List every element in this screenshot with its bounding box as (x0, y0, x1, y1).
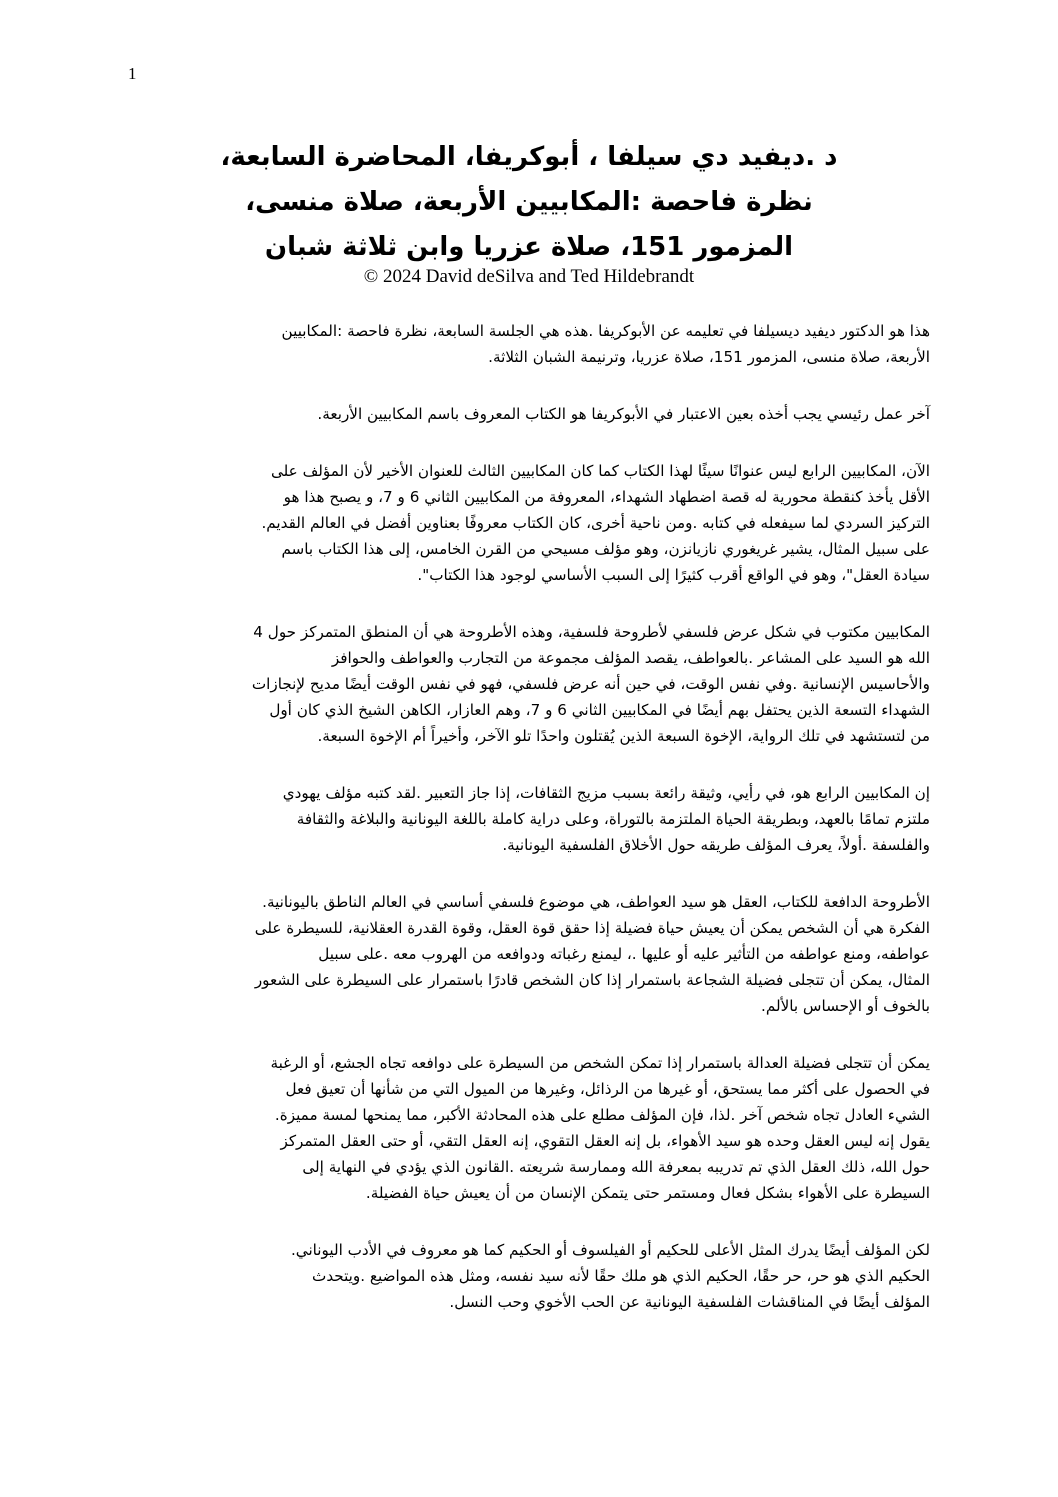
text-line: الفكرة هي أن الشخص يمكن أن يعيش حياة فضيلة إذا حقق قوة العقل، وقوة القدرة العقلانية، للسيطرة على (254, 919, 930, 937)
text-line: الشهداء التسعة الذين يحتفل بهم أيضًا في المكابيين الثاني 6 و 7، وهم العازار، الكاهن الشيخ الذي كان أول (269, 701, 930, 719)
text-line: آخر عمل رئيسي يجب أخذه بعين الاعتبار في الأبوكريفا هو الكتاب المعروف باسم المكابيين الأربعة. (317, 405, 930, 423)
text-line: لكن المؤلف أيضًا يدرك المثل الأعلى للحكيم أو الفيلسوف أو الحكيم كما هو معروف في الأدب اليوناني. (290, 1241, 930, 1259)
text-line: الأطروحة الدافعة للكتاب، العقل هو سيد العواطف، هي موضوع فلسفي أساسي في العالم الناطق باليونانية. (262, 893, 930, 911)
text-line: والفلسفة .أولاً، يعرف المؤلف طريقه حول الأخلاق الفلسفية اليونانية. (502, 836, 930, 854)
paragraph-2 (150, 401, 930, 427)
text-line: المؤلف أيضًا في المناقشات الفلسفية اليونانية عن الحب الأخوي وحب النسل. (449, 1293, 930, 1311)
title-line-2: نظرة فاحصة :المكابيين الأربعة، صلاة منسى، (245, 187, 813, 217)
text-line: المكابيين مكتوب في شكل عرض فلسفي لأطروحة فلسفية، وهذه الأطروحة هي أن المنطق المتمركز حول 4 (253, 623, 930, 641)
text-line: سيادة العقل"، وهو في الواقع أقرب كثيرًا إلى السبب الأساسي لوجود هذا الكتاب". (417, 566, 930, 584)
text-line: المثال، يمكن أن تتجلى فضيلة الشجاعة باستمرار إذا كان الشخص قادرًا باستمرار على السيطرة على الشعور (254, 971, 930, 989)
document-body (150, 318, 930, 1346)
paragraph-7 (150, 1050, 930, 1206)
paragraph-6 (150, 889, 930, 1019)
text-line: إن المكابيين الرابع هو، في رأيي، وثيقة رائعة بسبب مزيج الثقافات، إذا جاز التعبير .لقد كتبه مؤلف يهودي (282, 784, 930, 802)
text-line: والأحاسيس الإنسانية .وفي نفس الوقت، في حين أنه عرض فلسفي، فهو في نفس الوقت أيضًا مديح لإنجازات (251, 675, 930, 693)
text-line: الشيء العادل تجاه شخص آخر .لذا، فإن المؤلف مطلع على هذه المحادثة الأكبر، مما يمنحها لمسة مميزة. (274, 1106, 930, 1124)
text-line: عواطفه، ومنع عواطفه من التأثير عليه أو عليها .، ليمنع رغباته ودوافعه من الهروب معه .على سبيل (318, 945, 930, 963)
page-number: 1 (128, 64, 137, 83)
text-line: الأربعة، صلاة منسى، المزمور 151، صلاة عزريا، وترنيمة الشبان الثلاثة. (488, 348, 930, 366)
text-line: التركيز السردي لما سيفعله في كتابه .ومن ناحية أخرى، كان الكتاب معروفًا بعناوين أفضل في العالم القديم. (261, 514, 930, 532)
text-line: على سبيل المثال، يشير غريغوري نازيانزن، وهو مؤلف مسيحي من القرن الخامس، إلى هذا الكتاب باسم (281, 540, 930, 558)
text-line: الحكيم الذي هو حر، حر حقًا، الحكيم الذي هو ملك حقًا لأنه سيد نفسه، ومثل هذه المواضيع .ويتحدث (312, 1267, 930, 1285)
text-line: الأقل يأخذ كنقطة محورية له قصة اضطهاد الشهداء، المعروفة من المكابيين الثاني 6 و 7، و يصبح هذا هو (283, 488, 930, 506)
text-line: ملتزم تمامًا بالعهد، وبطريقة الحياة الملتزمة بالتوراة، وعلى دراية كاملة باللغة اليونانية والبلاغة والثقافة (296, 810, 930, 828)
paragraph-4 (150, 619, 930, 749)
text-line: حول الله، ذلك العقل الذي تم تدريبه بمعرفة الله وممارسة شريعته .القانون الذي يؤدي في النهاية إلى (302, 1158, 930, 1176)
text-line: هذا هو الدكتور ديفيد ديسيلفا في تعليمه عن الأبوكريفا .هذه هي الجلسة السابعة، نظرة فاحصة :المكابيين (281, 322, 930, 340)
text-line: السيطرة على الأهواء بشكل فعال ومستمر حتى يتمكن الإنسان من أن يعيش حياة الفضيلة. (365, 1184, 930, 1202)
text-line: في الحصول على أكثر مما يستحق، أو غيرها من الرذائل، وغيرها من الميول التي من شأنها أن تعيق فعل (285, 1080, 930, 1098)
title-line-1: د .ديفيد دي سيلفا ، أبوكريفا، المحاضرة السابعة، (220, 142, 838, 172)
paragraph-3 (150, 458, 930, 588)
text-line: يمكن أن تتجلى فضيلة العدالة باستمرار إذا تمكن الشخص من السيطرة على دوافعه تجاه الجشع، أو الرغبة (270, 1054, 930, 1072)
paragraph-1 (150, 318, 930, 370)
text-line: الله هو السيد على المشاعر .بالعواطف، يقصد المؤلف مجموعة من التجارب والعواطف والحوافز (331, 649, 930, 667)
paragraph-5 (150, 780, 930, 858)
text-line: من لتستشهد في تلك الرواية، الإخوة السبعة الذين يُقتلون واحدًا تلو الآخر، وأخيراً أم الإخوة السبعة. (317, 727, 930, 745)
text-line: بالخوف أو الإحساس بالألم. (761, 997, 930, 1015)
title-line-3: المزمور 151، صلاة عزريا وابن ثلاثة شبان (264, 232, 794, 262)
copyright-notice: © 2024 David deSilva and Ted Hildebrandt (363, 266, 695, 287)
text-line: يقول إنه ليس العقل وحده هو سيد الأهواء، بل إنه العقل التقوي، إنه العقل التقي، أو حتى العقل المتمركز (280, 1132, 930, 1150)
paragraph-8 (150, 1237, 930, 1315)
document-title-block (130, 135, 928, 288)
text-line: الآن، المكابيين الرابع ليس عنوانًا سيئًا لهذا الكتاب كما كان المكابيين الثالث للعنوان الأخير لأن المؤلف على (271, 462, 930, 480)
